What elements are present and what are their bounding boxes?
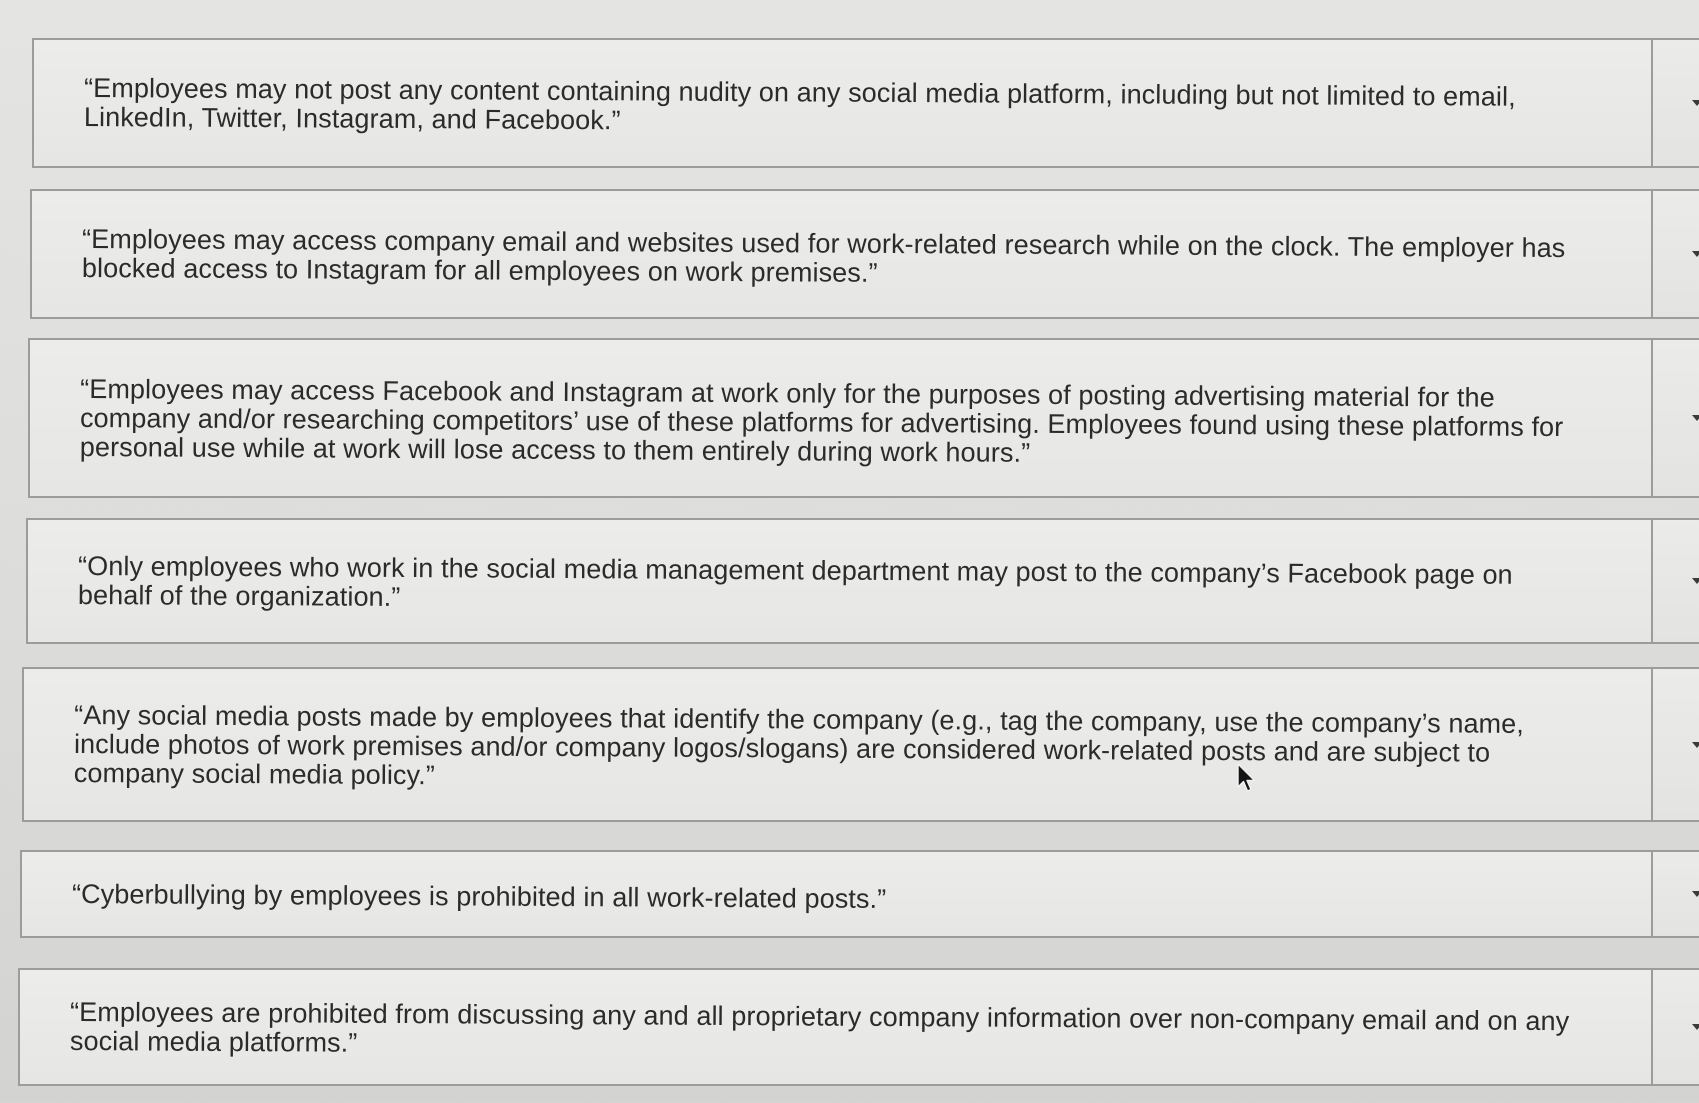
statement-text: “Any social media posts made by employees that identify the company (e.g., tag the company, use the company’s name, include photos of work premises and/or company logos/slogans) are considered work-related posts and are subject to company social media policy.” [73, 700, 1525, 791]
match-dropdown[interactable] [1651, 968, 1699, 1086]
statement-card [18, 968, 1651, 1086]
statement-card [28, 338, 1651, 498]
chevron-down-icon [1692, 251, 1699, 257]
match-dropdown[interactable] [1651, 38, 1699, 168]
chevron-down-icon [1692, 578, 1699, 584]
statement-text: “Employees may access company email and websites used for work-related research while on the clock. The employer has blocked access to Instagram for all employees on work premises.” [81, 224, 1566, 288]
match-dropdown[interactable] [1651, 338, 1699, 498]
statement-row [26, 518, 1699, 644]
statement-text: “Only employees who work in the social media management department may post to the company’s Facebook page on behalf of the organization.” [77, 551, 1513, 612]
chevron-down-icon [1692, 742, 1699, 748]
statement-card [20, 850, 1651, 938]
statement-row [20, 850, 1699, 938]
statement-text: “Employees may not post any content containing nudity on any social media platform, including but not limited to email, LinkedIn, Twitter, Instagram, and Facebook.” [83, 73, 1516, 136]
statement-card [30, 189, 1651, 319]
chevron-down-icon [1692, 415, 1699, 421]
match-dropdown[interactable] [1651, 189, 1699, 319]
statement-row [18, 968, 1699, 1086]
statement-text: “Cyberbullying by employees is prohibited in all work-related posts.” [71, 878, 887, 914]
statement-card [32, 38, 1651, 168]
statement-text: “Employees are prohibited from discussing any and all proprietary company information over non-company email and on any social media platforms.” [69, 997, 1570, 1058]
match-dropdown[interactable] [1651, 518, 1699, 644]
statement-card [26, 518, 1651, 644]
statement-card [22, 667, 1651, 822]
match-dropdown[interactable] [1651, 667, 1699, 822]
chevron-down-icon [1692, 100, 1699, 106]
chevron-down-icon [1692, 891, 1699, 897]
statement-row [30, 189, 1699, 319]
statement-row [32, 38, 1699, 168]
match-dropdown[interactable] [1651, 850, 1699, 938]
statement-row [28, 338, 1699, 498]
chevron-down-icon [1692, 1024, 1699, 1030]
statement-text: “Employees may access Facebook and Instagram at work only for the purposes of posting advertising material for the company and/or researching competitors’ use of these platforms for advertising. Employees found using these platforms for personal use while at work will lose access to them entirely during work hours.” [79, 373, 1564, 468]
mouse-pointer-icon [1236, 763, 1258, 793]
statement-row [22, 667, 1699, 822]
